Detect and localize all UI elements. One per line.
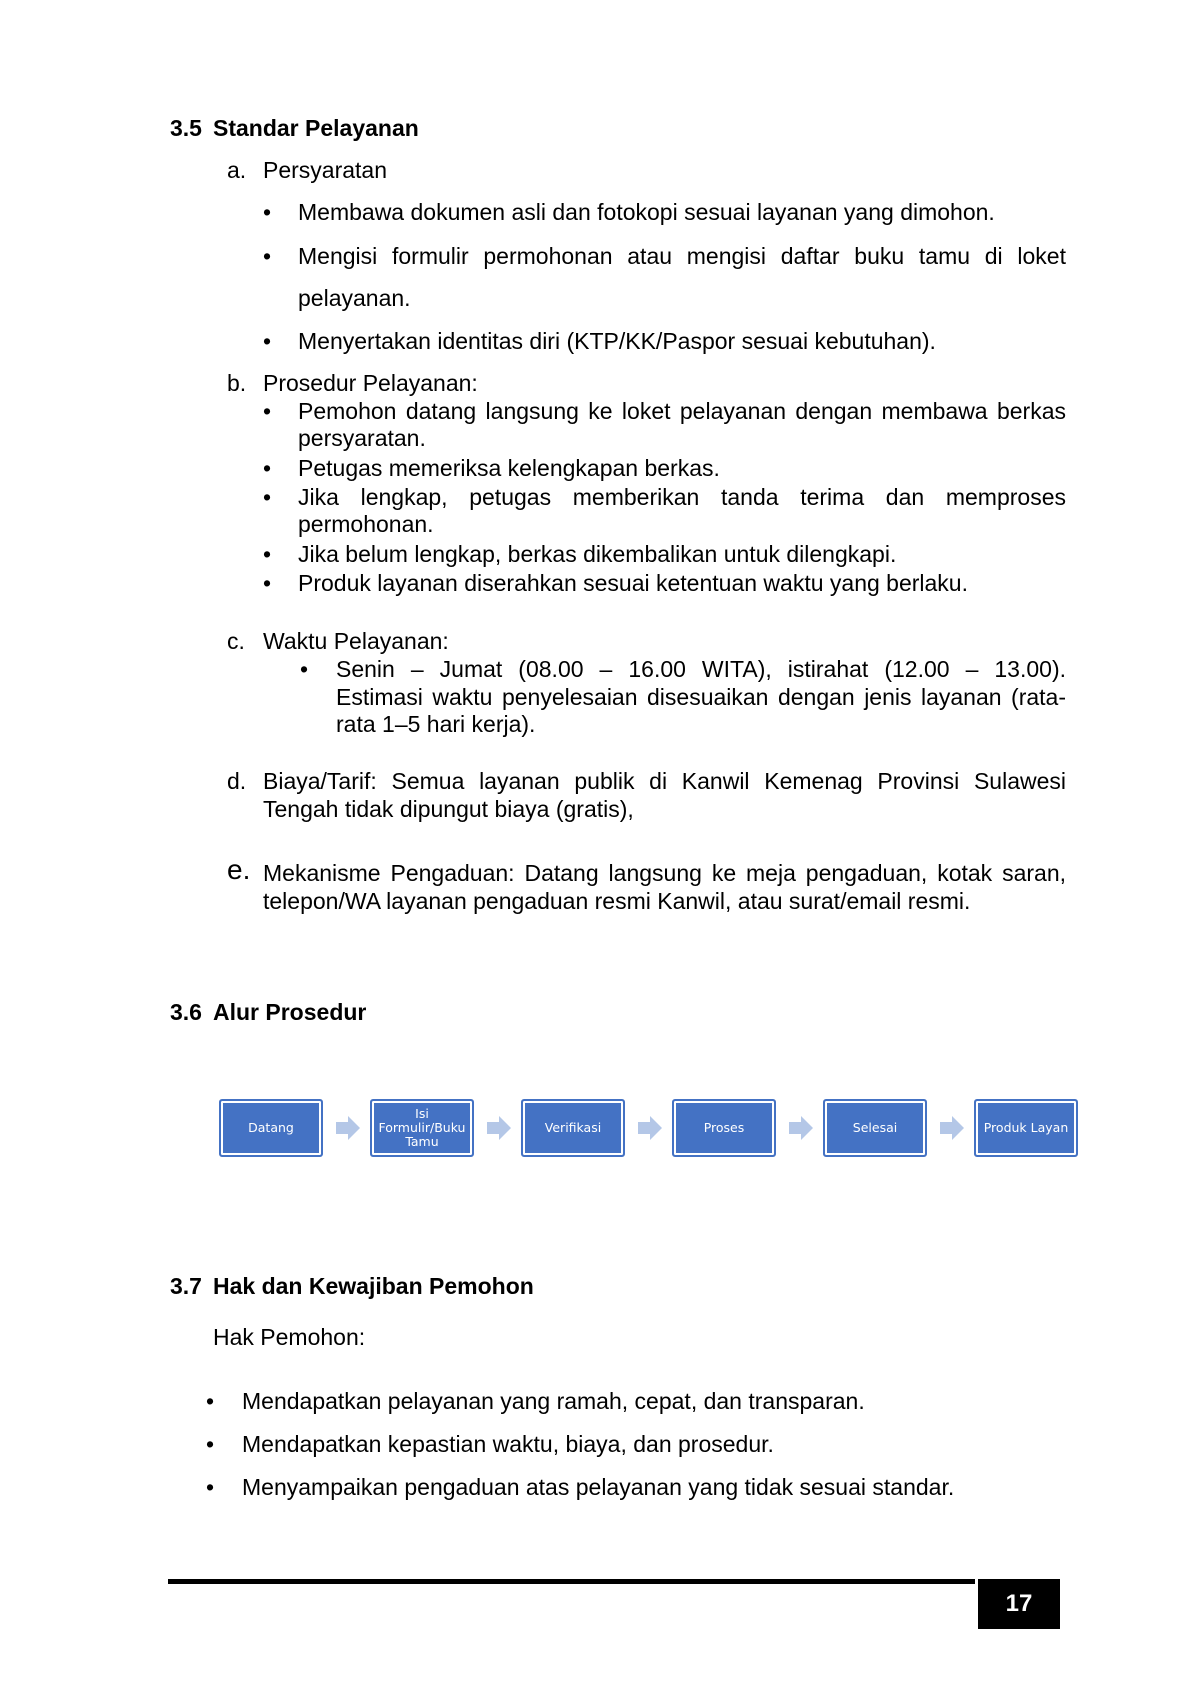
flow-step-produk-layan: Produk Layan (974, 1099, 1078, 1157)
list-item-text: rata 1–5 hari kerja). (336, 711, 536, 737)
paragraph-line: Mekanisme Pengaduan: Datang langsung ke meja pengaduan, kotak saran, (263, 860, 1066, 886)
section-title: Hak dan Kewajiban Pemohon (213, 1273, 534, 1299)
list-item (263, 398, 1066, 426)
flow-step-proses: Proses (672, 1099, 776, 1157)
list-item (263, 570, 1066, 598)
flow-step-datang: Datang (219, 1099, 323, 1157)
list-item-text: Mendapatkan pelayanan yang ramah, cepat, dan transparan. (242, 1388, 865, 1414)
list-item-continuation (263, 425, 1066, 453)
list-item-text: Membawa dokumen asli dan fotokopi sesuai layanan yang dimohon. (298, 199, 995, 225)
list-item (300, 656, 1066, 684)
bullet-icon: • (300, 656, 309, 682)
bullet-icon: • (263, 570, 272, 596)
list-item (263, 328, 1066, 356)
subsection-letter: e. (227, 854, 251, 885)
bullet-icon: • (263, 199, 272, 225)
list-item-text: Senin – Jumat (08.00 – 16.00 WITA), istirahat (12.00 – 13.00). (336, 656, 1066, 682)
section-number: 3.7 (170, 1273, 202, 1299)
list-item (206, 1474, 1066, 1502)
page-number: 17 (978, 1579, 1060, 1629)
arrow-right-icon (638, 1116, 662, 1140)
list-item-continuation (263, 511, 1066, 539)
hak-pemohon-label: Hak Pemohon: (213, 1324, 366, 1350)
bullet-icon: • (206, 1431, 215, 1457)
list-item (263, 541, 1066, 569)
bullet-icon: • (263, 455, 272, 481)
list-item-text: permohonan. (298, 511, 434, 537)
section-title: Standar Pelayanan (213, 115, 419, 141)
subsection-title: Prosedur Pelayanan: (263, 370, 478, 396)
list-item-text: Jika belum lengkap, berkas dikembalikan untuk dilengkapi. (298, 541, 897, 567)
paragraph-line: Tengah tidak dipungut biaya (gratis), (263, 796, 634, 822)
list-item-continuation (300, 711, 1066, 739)
subsection-letter: d. (227, 768, 247, 794)
paragraph-line: Biaya/Tarif: Semua layanan publik di Kanwil Kemenag Provinsi Sulawesi (263, 768, 1066, 794)
section-3-6-heading (170, 998, 366, 1026)
list-item-text: Mendapatkan kepastian waktu, biaya, dan prosedur. (242, 1431, 774, 1457)
subsection-letter: b. (227, 370, 247, 396)
section-3-5-heading (170, 114, 419, 142)
list-item (263, 199, 1066, 227)
arrow-right-icon (789, 1116, 813, 1140)
list-item-text: Produk layanan diserahkan sesuai ketentuan waktu yang berlaku. (298, 570, 968, 596)
list-item-text: Jika lengkap, petugas memberikan tanda terima dan memproses (298, 484, 1066, 510)
list-item (206, 1431, 1066, 1459)
list-item-text: Petugas memeriksa kelengkapan berkas. (298, 455, 720, 481)
list-item-text: pelayanan. (298, 285, 411, 311)
list-item-text: Estimasi waktu penyelesaian disesuaikan dengan jenis layanan (rata- (336, 684, 1066, 710)
list-item-text: Pemohon datang langsung ke loket pelayanan dengan membawa berkas (298, 398, 1066, 424)
subsection-letter: c. (227, 628, 245, 654)
section-3-7-heading (170, 1272, 534, 1300)
subsection-title: Persyaratan (263, 157, 388, 183)
list-item (206, 1388, 1066, 1416)
flow-step-verifikasi: Verifikasi (521, 1099, 625, 1157)
list-item (263, 484, 1066, 512)
list-item-text: persyaratan. (298, 425, 426, 451)
section-title: Alur Prosedur (213, 999, 367, 1025)
flow-step-isi-formulir: Isi Formulir/Buku Tamu (370, 1099, 474, 1157)
list-item (263, 243, 1066, 271)
bullet-icon: • (206, 1474, 215, 1500)
flow-step-selesai: Selesai (823, 1099, 927, 1157)
footer-rule (168, 1579, 975, 1584)
list-item-text: Menyampaikan pengaduan atas pelayanan yang tidak sesuai standar. (242, 1474, 955, 1500)
section-number: 3.5 (170, 115, 202, 141)
bullet-icon: • (263, 328, 272, 354)
paragraph-line: telepon/WA layanan pengaduan resmi Kanwil, atau surat/email resmi. (263, 888, 971, 914)
bullet-icon: • (263, 243, 272, 269)
section-number: 3.6 (170, 999, 202, 1025)
arrow-right-icon (487, 1116, 511, 1140)
list-item-continuation (300, 684, 1066, 712)
subsection-letter: a. (227, 157, 247, 183)
list-item-text: Menyertakan identitas diri (KTP/KK/Paspor sesuai kebutuhan). (298, 328, 936, 354)
arrow-right-icon (940, 1116, 964, 1140)
arrow-right-icon (336, 1116, 360, 1140)
bullet-icon: • (263, 484, 272, 510)
bullet-icon: • (263, 398, 272, 424)
list-item-text: Mengisi formulir permohonan atau mengisi daftar buku tamu di loket (298, 243, 1066, 269)
bullet-icon: • (206, 1388, 215, 1414)
bullet-icon: • (263, 541, 272, 567)
list-item-continuation (263, 285, 1066, 313)
list-item (263, 455, 1066, 483)
subsection-title: Waktu Pelayanan: (263, 628, 449, 654)
